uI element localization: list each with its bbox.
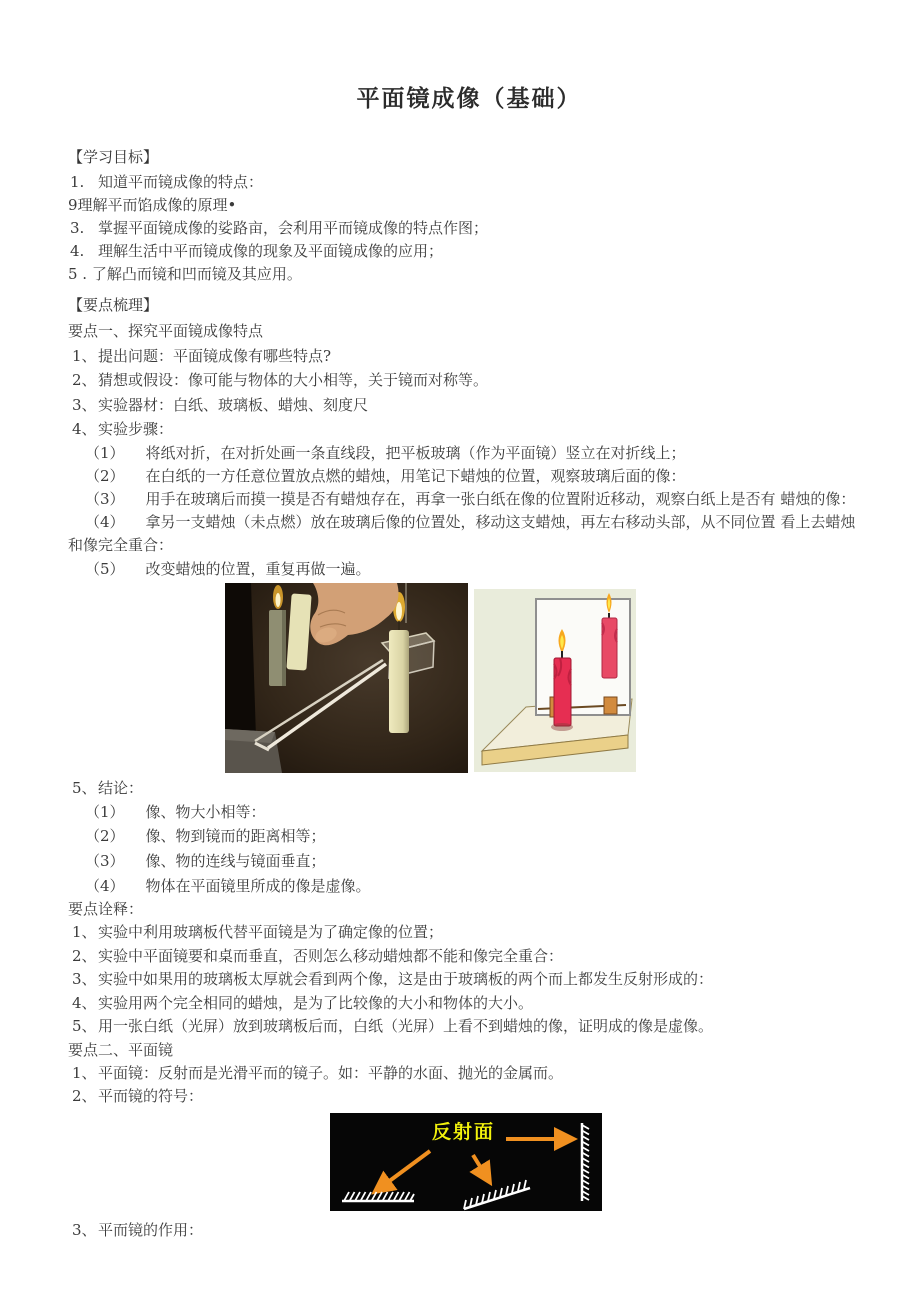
- item-number: 2、: [72, 1087, 97, 1106]
- item-number: 3、: [72, 1220, 97, 1239]
- item-number: 2、: [72, 946, 97, 965]
- item-number: 4、: [72, 420, 97, 438]
- list-item: [68, 1015, 870, 1039]
- list-item: [68, 442, 870, 465]
- item-text: 物体在平面镜里所成的像是虚像。: [145, 876, 371, 895]
- item-number: （3）: [85, 489, 125, 508]
- item-number: （1）: [85, 802, 125, 821]
- item-text: 像、物的连线与镜面垂直；: [145, 851, 326, 870]
- item-number: （3）: [85, 851, 125, 870]
- list-item: [68, 263, 870, 286]
- item-text: 平而镜的作用：: [98, 1220, 204, 1239]
- list-item: [68, 1085, 870, 1109]
- item-number: （2）: [85, 827, 125, 846]
- section-header-outline: 【要点梳理】: [68, 296, 159, 314]
- item-text: 实验步骤：: [98, 420, 174, 438]
- item-text: 知道平而镜成像的特点：: [98, 173, 264, 191]
- section-header-learning-goals: 【学习目标】: [68, 148, 159, 166]
- item-number: 3、: [72, 395, 97, 414]
- subsection-title: 要点一、探究平面镜成像特点: [68, 322, 264, 340]
- list-item: [68, 945, 870, 969]
- item-number: （5）: [85, 559, 125, 578]
- page-title: 平面镜成像（基础）: [356, 85, 582, 112]
- item-number: 1、: [72, 346, 97, 365]
- mirror-symbol-diagram: [330, 1113, 602, 1211]
- list-item: [68, 393, 870, 418]
- figure-row: [225, 583, 870, 773]
- item-text: 改变蜡烛的位置，重复再做一遍。: [145, 559, 371, 578]
- item-number: （4）: [85, 513, 125, 532]
- item-text: 实验用两个完全相同的蜡烛，是为了比较像的大小和物体的大小。: [98, 993, 534, 1012]
- list-item: [68, 171, 870, 194]
- mirror-symbol-vertical: [582, 1123, 589, 1201]
- item-text: 在白纸的一方任意位置放点燃的蜡烛，用笔记下蜡烛的位置，观察玻璃后面的像：: [145, 466, 686, 485]
- item-text: 9理解平而馅成像的原理•: [68, 196, 237, 214]
- item-text: 实验器材：白纸、玻璃板、蜡烛、刻度尺: [98, 395, 369, 414]
- item-number: （1）: [85, 443, 125, 462]
- list-item: [68, 849, 870, 874]
- item-text: 平面镜：反射而是光滑平而的镜子。如：平静的水面、抛光的金属而。: [98, 1063, 564, 1082]
- list-item: [68, 1062, 870, 1086]
- item-number: （2）: [85, 466, 125, 485]
- item-text: 猜想或假设：像可能与物体的大小相等，关于镜而对称等。: [98, 371, 489, 389]
- list-item: [68, 800, 870, 825]
- item-text: 用一张白纸（光屏）放到玻璃板后而，白纸（光屏）上看不到蜡烛的像，证明成的像是虚像。: [98, 1017, 714, 1036]
- item-number: 4、: [72, 993, 97, 1012]
- subsection-title: 要点二、平面镜: [68, 1040, 174, 1059]
- mirror-illustration-figure: [474, 589, 636, 772]
- glass-panel-edge: [225, 583, 256, 755]
- item-text: 平而镜的符号：: [98, 1087, 204, 1106]
- list-item: [68, 511, 870, 557]
- mirror-symbol-horizontal: [342, 1192, 414, 1201]
- item-text: 实验中利用玻璃板代替平面镜是为了确定像的位置；: [98, 923, 444, 942]
- list-item: [68, 777, 870, 800]
- item-number: 4.: [70, 242, 85, 260]
- list-item: [68, 217, 870, 240]
- list-item: [68, 368, 870, 393]
- item-text: 拿另一支蜡烛（未点燃）放在玻璃后像的位置处，移动这支蜡烛，再左右移动头部，从不同位置 看上去蜡烛和像完全重合：: [68, 513, 856, 555]
- list-item: [68, 1219, 870, 1243]
- wooden-clamp: [604, 697, 617, 714]
- arrow-icon: [376, 1139, 572, 1191]
- list-item: [68, 488, 870, 511]
- list-item: [68, 344, 870, 369]
- item-number: 1.: [70, 173, 85, 191]
- item-text: 像、物到镜而的距离相等；: [145, 827, 326, 846]
- list-item: [68, 921, 870, 945]
- item-number: （4）: [85, 876, 125, 895]
- list-item: [68, 824, 870, 849]
- item-text: 像、物大小相等：: [145, 802, 266, 821]
- experiment-photo-figure: [225, 583, 468, 773]
- item-text: 理解生活中平而镜成像的现象及平面镜成像的应用；: [98, 242, 444, 260]
- list-item: [68, 992, 870, 1016]
- item-number: 1、: [72, 1063, 97, 1082]
- list-item: [68, 194, 870, 217]
- mirror-symbol-graphics: [330, 1113, 602, 1211]
- list-item: [68, 558, 870, 581]
- item-number: 5、: [72, 778, 97, 797]
- item-number: 1、: [72, 923, 97, 942]
- item-text: 提出问题：平面镜成像有哪些特点?: [98, 346, 332, 365]
- list-item: [68, 465, 870, 488]
- item-text: 结论：: [98, 778, 144, 797]
- item-number: 3、: [72, 970, 97, 989]
- item-text: 实验中平面镜要和桌而垂直，否则怎么移动蜡烛都不能和像完全重合：: [98, 946, 564, 965]
- item-text: 掌握平面镜成像的娑路亩，会利用平而镜成像的特点作图；: [98, 219, 489, 237]
- section-header-notes: 要点诠释：: [68, 900, 144, 919]
- candle-shadow: [282, 610, 286, 686]
- item-number: 3.: [70, 219, 85, 237]
- list-item: [68, 874, 870, 899]
- candle-body: [389, 630, 409, 733]
- mirror-symbol-diagonal: [464, 1180, 530, 1209]
- list-item: [68, 968, 870, 992]
- candle-base-shadow: [551, 723, 573, 731]
- item-text: 5 . 了解凸而镜和凹而镜及其应用。: [68, 265, 302, 283]
- flame-core: [276, 593, 281, 607]
- item-text: 用手在玻璃后而摸一摸是否有蜡烛存在，再拿一张白纸在像的位置附近移动，观察白纸上是否有 蜡烛的像：: [145, 489, 856, 508]
- item-number: 5、: [72, 1017, 97, 1036]
- reflective-surface-label: 反射面: [432, 1120, 496, 1143]
- item-text: 实验中如果用的玻璃板太厚就会看到两个像，这是由于玻璃板的两个而上都发生反射形成的：: [98, 970, 714, 989]
- item-text: 将纸对折，在对折处画一条直线段，把平板玻璃（作为平面镜）竖立在对折线上；: [145, 443, 686, 462]
- flame-core: [396, 602, 402, 620]
- item-number: 2、: [72, 371, 97, 389]
- list-item: [68, 417, 870, 442]
- list-item: [68, 240, 870, 263]
